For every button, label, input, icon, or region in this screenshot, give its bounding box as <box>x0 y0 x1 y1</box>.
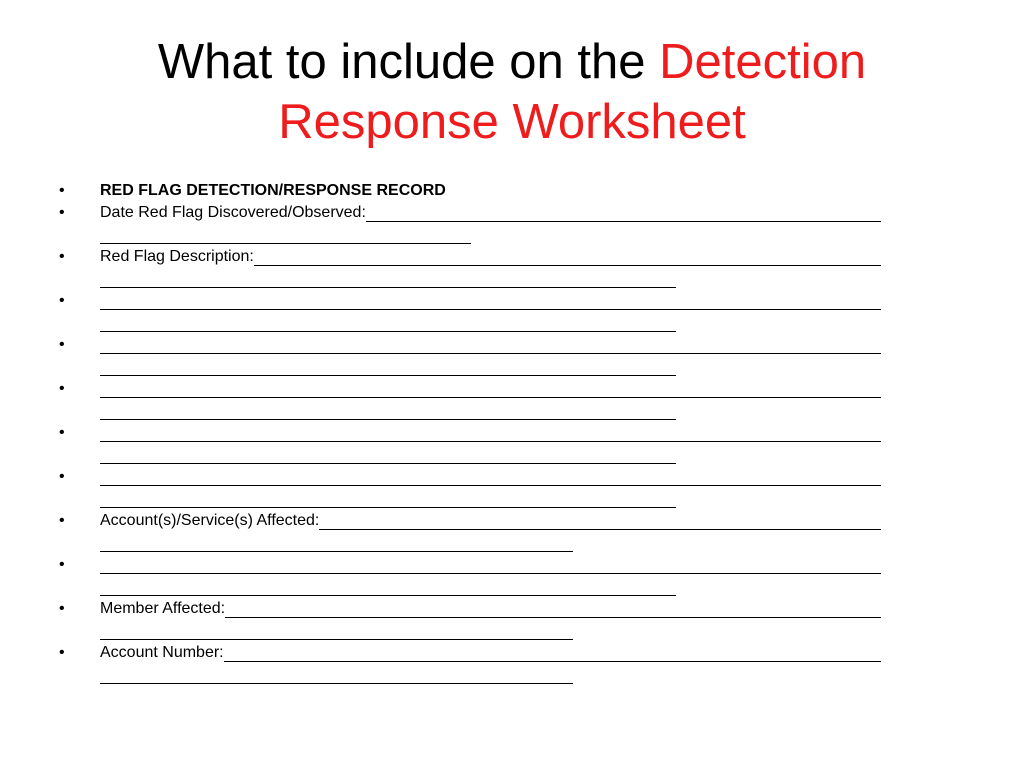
item-description <box>0 246 1024 288</box>
blank-field[interactable] <box>225 599 881 618</box>
bullet: • <box>59 182 65 199</box>
blank-field-continuation[interactable] <box>100 620 573 640</box>
bullet: • <box>59 292 65 309</box>
blank-field[interactable] <box>100 379 881 398</box>
bullet: • <box>59 644 65 661</box>
blank-field-continuation[interactable] <box>100 444 676 464</box>
blank-field[interactable] <box>100 467 881 486</box>
title-plain: What to include on the <box>157 35 646 89</box>
blank-field[interactable] <box>100 335 881 354</box>
item-blank-6 <box>0 554 1024 596</box>
item-label: RED FLAG DETECTION/RESPONSE RECORD <box>100 182 446 199</box>
item-blank-1 <box>0 290 1024 332</box>
bullet: • <box>59 556 65 573</box>
bullet: • <box>59 380 65 397</box>
bullet: • <box>59 248 65 265</box>
blank-field[interactable] <box>319 511 881 530</box>
blank-field-continuation[interactable] <box>100 576 676 596</box>
title-accent-2: Response Worksheet <box>278 95 746 149</box>
blank-field[interactable] <box>100 423 881 442</box>
item-member-affected <box>0 598 1024 640</box>
title-accent-1: Detection <box>659 35 867 89</box>
bullet: • <box>59 424 65 441</box>
bullet: • <box>59 204 65 221</box>
blank-field-continuation[interactable] <box>100 224 471 244</box>
blank-field[interactable] <box>224 643 881 662</box>
blank-field[interactable] <box>366 203 881 222</box>
blank-field-continuation[interactable] <box>100 532 573 552</box>
blank-field-continuation[interactable] <box>100 400 676 420</box>
item-blank-3 <box>0 378 1024 420</box>
bullet: • <box>59 468 65 485</box>
blank-field-continuation[interactable] <box>100 268 676 288</box>
item-accounts-services-affected <box>0 510 1024 552</box>
blank-field-continuation[interactable] <box>100 356 676 376</box>
item-date-discovered <box>0 202 1024 244</box>
item-label: Account Number: <box>100 644 224 661</box>
blank-field[interactable] <box>100 291 881 310</box>
blank-field-continuation[interactable] <box>100 664 573 684</box>
item-label: Member Affected: <box>100 600 226 617</box>
bullet: • <box>59 336 65 353</box>
blank-field[interactable] <box>254 247 881 266</box>
item-blank-4 <box>0 422 1024 464</box>
item-label: Red Flag Description: <box>100 248 254 265</box>
item-label: Date Red Flag Discovered/Observed: <box>100 204 366 221</box>
item-account-number <box>0 642 1024 684</box>
blank-field[interactable] <box>100 555 881 574</box>
slide-title <box>0 32 1024 152</box>
item-blank-5 <box>0 466 1024 508</box>
item-record-heading <box>0 180 1024 202</box>
worksheet-item-list <box>0 180 1024 686</box>
bullet: • <box>59 600 65 617</box>
blank-field-continuation[interactable] <box>100 312 676 332</box>
item-label: Account(s)/Service(s) Affected: <box>100 512 320 529</box>
item-blank-2 <box>0 334 1024 376</box>
bullet: • <box>59 512 65 529</box>
blank-field-continuation[interactable] <box>100 488 676 508</box>
